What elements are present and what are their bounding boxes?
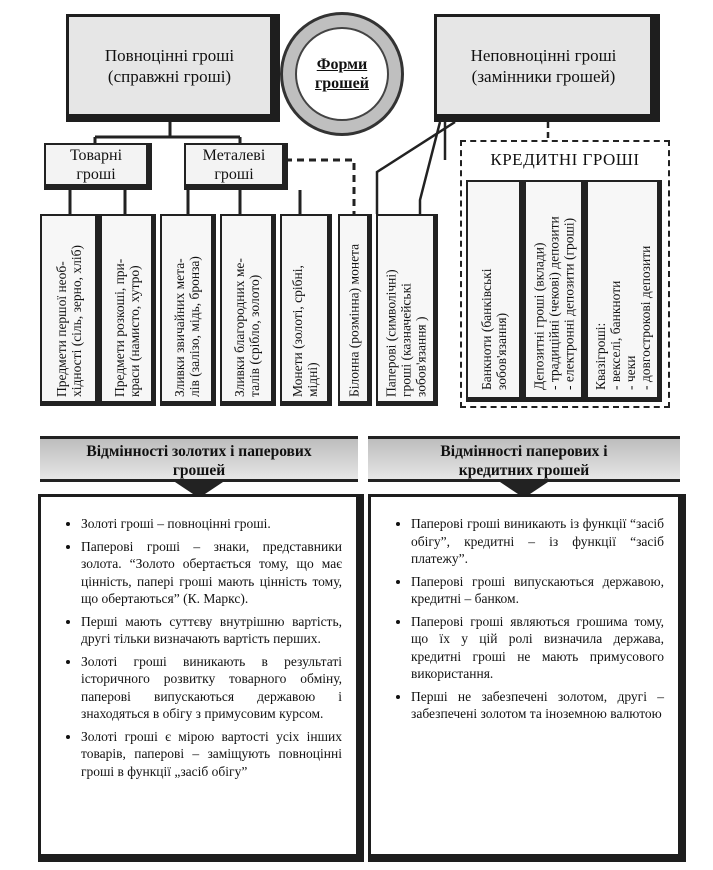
diff-gold-paper-header [40, 436, 358, 482]
column-text: Білонна (розмінна) монета [346, 243, 361, 397]
list-item: • Золоті гроші є мірою вартості усіх інших товарів, паперові – заміщують повноцінні гроші в функції „засіб обігу” [81, 728, 342, 781]
commodity-money-title: Товарні гроші [69, 146, 123, 183]
diff-gold-paper-title: Відмінності золотих і паперових грошей [86, 443, 312, 479]
credit-column-text: Депозитні гроші (вклади) - традиційні (чекові) депозити - електронні депозити (гроші) [531, 215, 576, 390]
column-billon-coin [338, 214, 372, 406]
diff-gold-paper-list [65, 515, 342, 780]
metal-money-title: Металеві гроші [202, 146, 266, 183]
column-text: Зливки благородних ме- талів (срібло, золото) [231, 257, 262, 397]
credit-column-quasi-money [586, 180, 662, 402]
column-luxury [100, 214, 156, 406]
list-item: • Перші мають суттєву внутрішню вартість, другі тільки визначають вартість перших. [81, 613, 342, 648]
column-text: Паперові (символічні) гроші (казначейські зобов'язання ) [383, 268, 428, 397]
diff-paper-credit-panel [368, 494, 686, 862]
column-text: Предмети розкоші, при- краси (намисто, хутро) [111, 258, 142, 397]
credit-column-banknotes [466, 180, 524, 402]
credit-money-frame [460, 140, 670, 408]
partial-value-money-box [434, 14, 660, 122]
diff-paper-credit-title: Відмінності паперових і кредитних грошей [440, 443, 608, 479]
partial-value-money-title: Неповноцінні гроші (замінники грошей) [470, 45, 617, 86]
credit-money-title: КРЕДИТНІ ГРОШІ [490, 150, 640, 169]
diff-paper-credit-list [395, 515, 664, 723]
commodity-money-box [44, 143, 152, 190]
column-necessities [40, 214, 100, 406]
column-text: Зливки звичайних мета- лів (залізо, мідь, бронза) [171, 255, 202, 397]
list-item: • Паперові гроші виникають із функції “засіб обігу”, кредитні – із функції “засіб платежу”. [411, 515, 664, 568]
column-precious-metal-ingots [220, 214, 276, 406]
full-value-money-title: Повноцінні гроші (справжні гроші) [104, 45, 235, 86]
column-coins [280, 214, 332, 406]
forms-of-money-center [295, 27, 389, 121]
list-item: • Паперові гроші випускаються державою, кредитні – банком. [411, 573, 664, 608]
credit-column-deposits [524, 180, 586, 402]
diff-paper-credit-header [368, 436, 680, 482]
column-base-metal-ingots [160, 214, 216, 406]
list-item: • Паперові гроші являються грошима тому, що їх у цій ролі визначила держава, кредитні гроші не мають примусового використання. [411, 613, 664, 683]
forms-of-money-title: Форми грошей [315, 56, 369, 92]
list-item: • Золоті гроші виникають в результаті історичного розвитку товарного обміну, паперові випускаються державою і знаходяться в обігу з примусовим курсом. [81, 653, 342, 723]
diff-gold-paper-panel [38, 494, 364, 862]
metal-money-box [184, 143, 288, 190]
credit-column-text: Банкноти (банківські зобов'язання) [478, 268, 509, 390]
column-text: Монети (золоті, срібні, мідні) [289, 264, 320, 397]
list-item: • Паперові гроші – знаки, представники золота. “Золото обертається тому, що має цінність, папері гроші мають цінність тому, що обертаються” (К. Маркс). [81, 538, 342, 608]
list-item: • Золоті гроші – повноцінні гроші. [81, 515, 342, 533]
column-paper-money [376, 214, 438, 406]
column-text: Предмети першої необ- хідності (сіль, зерно, хліб) [53, 244, 84, 397]
credit-column-text: Квазігроші: - векселі, банкноти - чеки - довгострокові депозити [592, 245, 653, 390]
forms-of-money-circle [280, 12, 404, 136]
full-value-money-box [66, 14, 280, 122]
list-item: • Перші не забезпечені золотом, другі – забезпечені золотом та іноземною валютою [411, 688, 664, 723]
